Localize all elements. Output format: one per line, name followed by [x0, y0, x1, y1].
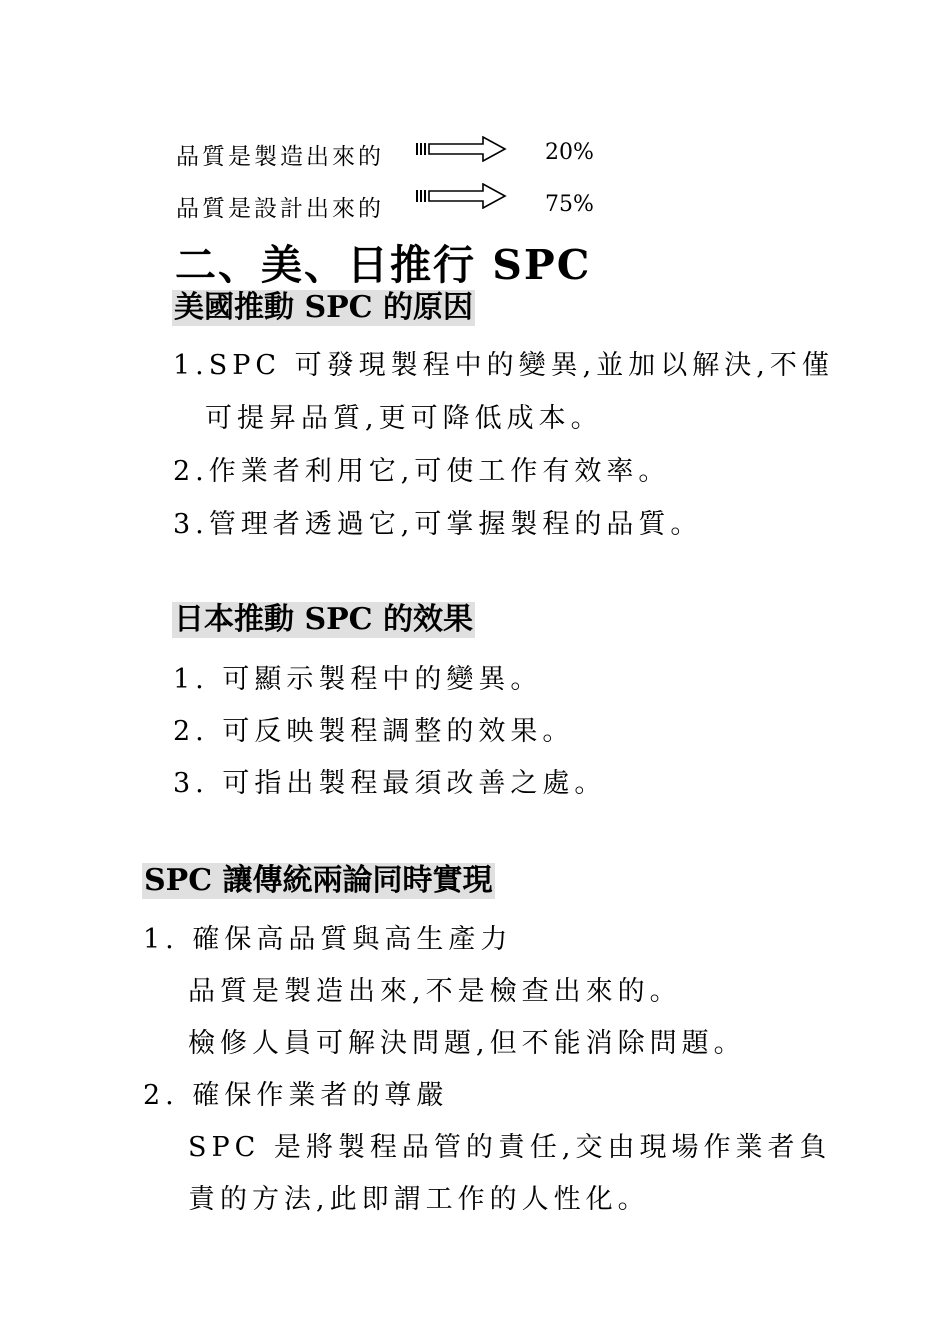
- jp-heading: 日本推動 SPC 的效果: [174, 602, 473, 637]
- us-item-3: 3.管理者透過它,可掌握製程的品質。: [173, 509, 703, 540]
- right-arrow-icon: [415, 183, 507, 209]
- jp-item-1: 1. 可顯示製程中的變異。: [173, 664, 543, 695]
- section-title: 二、美、日推行 SPC: [175, 241, 592, 289]
- jp-item-3: 3. 可指出製程最須改善之處。: [173, 768, 607, 799]
- both-item-1-line-2: 檢修人員可解決問題,但不能消除問題。: [188, 1028, 746, 1059]
- quality-made-text: 品質是製造出來的: [176, 144, 384, 170]
- us-item-2: 2.作業者利用它,可使工作有效率。: [173, 456, 671, 487]
- us-item-1-cont: 可提昇品質,更可降低成本。: [205, 403, 603, 434]
- quality-designed-percent: 75%: [545, 192, 594, 217]
- both-heading: SPC 讓傳統兩論同時實現: [144, 863, 493, 898]
- quality-designed-text: 品質是設計出來的: [176, 196, 384, 222]
- quality-made-percent: 20%: [545, 140, 594, 165]
- both-item-2: 2. 確保作業者的尊嚴: [143, 1080, 449, 1111]
- jp-item-2: 2. 可反映製程調整的效果。: [173, 716, 575, 747]
- us-heading: 美國推動 SPC 的原因: [174, 290, 473, 325]
- both-item-2-line-1: SPC 是將製程品管的責任,交由現場作業者負: [188, 1132, 832, 1163]
- right-arrow-icon: [415, 136, 507, 162]
- both-item-1: 1. 確保高品質與高生產力: [143, 924, 513, 955]
- both-item-2-line-2: 責的方法,此即謂工作的人性化。: [188, 1184, 650, 1215]
- both-item-1-line-1: 品質是製造出來,不是檢查出來的。: [188, 976, 682, 1007]
- us-item-1: 1.SPC 可發現製程中的變異,並加以解決,不僅: [173, 350, 834, 381]
